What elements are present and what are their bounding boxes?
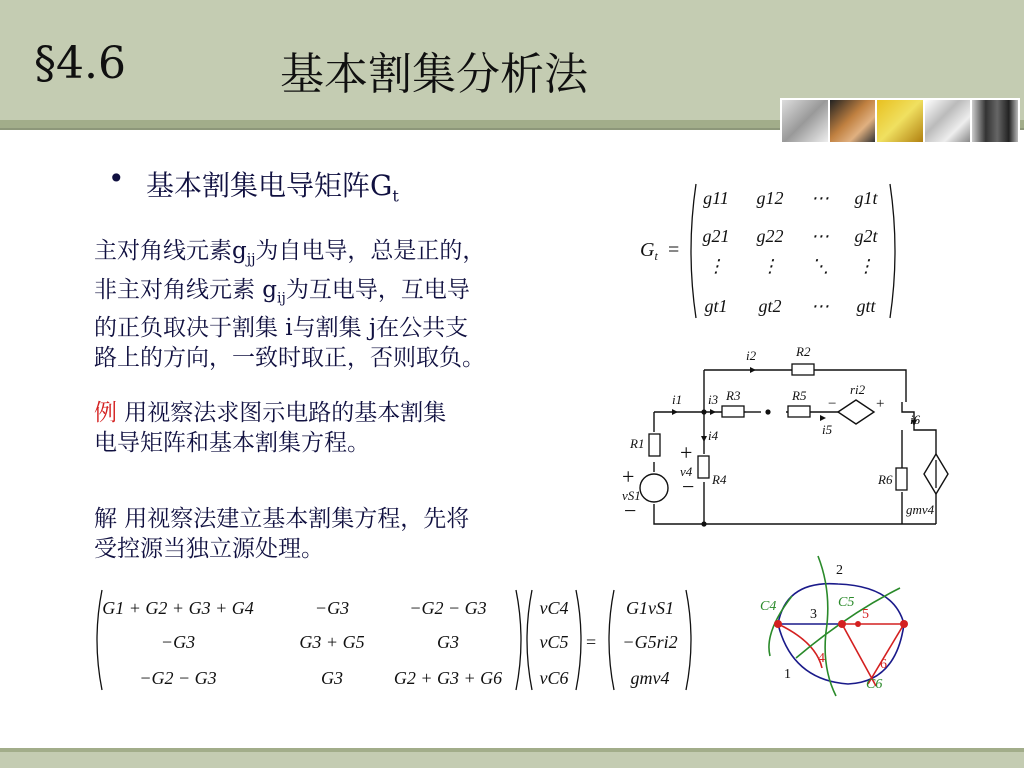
text-span: 为自电导，总是正的， bbox=[255, 238, 486, 264]
clock-photo bbox=[782, 100, 828, 142]
solution-line-2: 受控源当独立源处理。 bbox=[94, 536, 324, 562]
node bbox=[855, 621, 861, 627]
gt-matrix-cell: ⋯ bbox=[811, 296, 829, 316]
label-i6: i6 bbox=[910, 412, 921, 427]
explanation-line-2 bbox=[94, 275, 594, 314]
example-paragraph bbox=[94, 398, 594, 458]
text-span: 主对角线元素g bbox=[94, 238, 247, 264]
subscript: jj bbox=[246, 251, 256, 268]
document-photo bbox=[925, 100, 971, 142]
label-v4-minus: − bbox=[682, 474, 695, 499]
gt-matrix-cell: gtt bbox=[856, 296, 876, 316]
unknown-cell: vC6 bbox=[539, 668, 569, 688]
label-r2: R2 bbox=[796, 344, 811, 359]
resistor-r6 bbox=[896, 468, 907, 490]
label-r4: R4 bbox=[712, 472, 727, 487]
rhs-cell: gmv4 bbox=[630, 668, 670, 688]
vector-left-paren bbox=[527, 590, 532, 690]
coefficient-cell: G3 bbox=[321, 668, 343, 688]
label-v4-plus: + bbox=[680, 440, 693, 465]
matrix-right-paren bbox=[516, 590, 521, 690]
label-edge-1: 1 bbox=[784, 667, 791, 682]
bullet-heading-text: 基本割集电导矩阵G bbox=[146, 169, 393, 202]
gt-matrix-cell: ⋮ bbox=[857, 256, 875, 276]
subscript: ij bbox=[277, 290, 286, 307]
resistor-r5 bbox=[788, 406, 810, 417]
coefficient-cell: G3 + G5 bbox=[299, 632, 365, 652]
label-edge-5: 5 bbox=[862, 607, 869, 622]
coefficient-cell: G1 + G2 + G3 + G4 bbox=[102, 598, 254, 618]
node bbox=[838, 620, 846, 628]
resistor-r1 bbox=[649, 434, 660, 456]
label-i4: i4 bbox=[708, 428, 719, 443]
section-number: §4.6 bbox=[34, 38, 126, 89]
circuit-diagram bbox=[616, 342, 966, 532]
label-plus: + bbox=[876, 396, 885, 412]
solution-line-1 bbox=[94, 504, 594, 534]
coefficient-cell: −G3 bbox=[314, 598, 350, 618]
label-vs1-plus: + bbox=[622, 464, 635, 489]
voltage-source-vs1 bbox=[640, 474, 668, 502]
gt-matrix-cell: g12 bbox=[756, 188, 784, 208]
label-v4: v4 bbox=[680, 464, 693, 479]
explanation-line-3: 的正负取决于割集 i与割集 j在公共支 bbox=[94, 315, 469, 342]
text-span: 用视察法求图示电路的基本割集 bbox=[117, 400, 447, 426]
label-c4: C4 bbox=[760, 599, 777, 614]
label-edge-6: 6 bbox=[880, 657, 887, 672]
gt-symbol: $G_t$ bbox=[640, 239, 658, 263]
node bbox=[900, 620, 908, 628]
label-edge-4: 4 bbox=[818, 651, 825, 666]
coefficient-cell: G2 + G3 + G6 bbox=[393, 668, 503, 688]
portrait-photo bbox=[830, 100, 876, 142]
footer-band bbox=[0, 752, 1024, 768]
bullet-heading-subscript: t bbox=[392, 186, 399, 206]
resistor-r2 bbox=[792, 364, 814, 375]
decorative-photo-strip bbox=[780, 98, 1020, 144]
edge-6b bbox=[868, 624, 904, 684]
unknown-cell: vC4 bbox=[539, 598, 569, 618]
explanation-line-1 bbox=[94, 236, 594, 275]
label-vs1: vS1 bbox=[622, 488, 641, 503]
gt-matrix-formula bbox=[630, 176, 900, 326]
graph-diagram bbox=[756, 552, 926, 702]
gt-matrix-cell: ⋮ bbox=[707, 256, 725, 276]
cutset-equation bbox=[92, 584, 702, 696]
unknown-cell: vC5 bbox=[539, 632, 569, 652]
gt-matrix-cell: g2t bbox=[854, 226, 878, 246]
example-line-1 bbox=[94, 398, 594, 428]
text-span: 为互电导，互电导 bbox=[285, 276, 470, 303]
gt-matrix-cell: gt2 bbox=[758, 296, 782, 316]
junction-dot bbox=[701, 521, 706, 526]
slide-title: 基本割集分析法 bbox=[280, 49, 588, 100]
vector-right-paren bbox=[576, 590, 581, 690]
solution-label: 解 bbox=[94, 506, 117, 532]
coefficient-cell: G3 bbox=[437, 632, 459, 652]
label-i2: i2 bbox=[746, 348, 757, 363]
gt-matrix-cell: g1t bbox=[854, 188, 878, 208]
example-line-2: 电导矩阵和基本割集方程。 bbox=[94, 430, 370, 456]
label-minus: − bbox=[828, 396, 837, 412]
label-r1: R1 bbox=[630, 436, 645, 451]
gt-matrix-cell: gt1 bbox=[704, 296, 728, 316]
explanation-paragraph bbox=[94, 236, 594, 373]
edge-4 bbox=[778, 624, 822, 668]
matrix-left-paren bbox=[97, 590, 102, 690]
gt-matrix-cell: ⋱ bbox=[811, 256, 829, 276]
resistor-r3 bbox=[722, 406, 744, 417]
node bbox=[774, 620, 782, 628]
cutset-c5 bbox=[818, 556, 836, 696]
rhs-cell: −G5ri2 bbox=[622, 632, 678, 652]
gt-matrix-cell: ⋯ bbox=[811, 188, 829, 208]
label-c5: C5 bbox=[838, 595, 855, 610]
bullet-heading bbox=[146, 164, 399, 206]
gt-matrix-cell: g22 bbox=[756, 226, 784, 246]
label-ri2: ri2 bbox=[850, 382, 866, 397]
coefficient-cell: −G2 − G3 bbox=[139, 668, 217, 688]
label-edge-3: 3 bbox=[810, 607, 817, 622]
label-gmv4: gmv4 bbox=[906, 502, 935, 517]
right-paren bbox=[890, 184, 895, 318]
label-vs1-minus: − bbox=[624, 498, 637, 523]
bullet-marker: • bbox=[108, 162, 125, 195]
label-edge-2: 2 bbox=[836, 563, 843, 578]
equation-equals: = bbox=[586, 632, 597, 652]
rhs-cell: G1vS1 bbox=[626, 598, 674, 618]
label-c6: C6 bbox=[866, 677, 883, 692]
gt-matrix-cell: g11 bbox=[703, 188, 729, 208]
gt-matrix-cell: g21 bbox=[702, 226, 730, 246]
explanation-line-4: 路上的方向，一致时取正，否则取负。 bbox=[94, 345, 485, 372]
gt-matrix-cell: ⋯ bbox=[811, 226, 829, 246]
rhs-right-paren bbox=[686, 590, 691, 690]
solution-paragraph bbox=[94, 504, 594, 564]
rhs-left-paren bbox=[609, 590, 614, 690]
junction-dot bbox=[765, 409, 770, 414]
coefficient-cell: −G2 − G3 bbox=[409, 598, 487, 618]
gt-matrix-cell: ⋮ bbox=[761, 256, 779, 276]
resistor-r4 bbox=[698, 456, 709, 478]
clock-yellow-photo bbox=[877, 100, 923, 142]
label-r3: R3 bbox=[726, 388, 741, 403]
dependent-voltage-source bbox=[838, 400, 874, 424]
left-paren bbox=[691, 184, 696, 318]
label-i3: i3 bbox=[708, 392, 719, 407]
text-span: 用视察法建立基本割集方程，先将 bbox=[117, 506, 470, 532]
junction-dot bbox=[701, 409, 706, 414]
coefficient-cell: −G3 bbox=[160, 632, 196, 652]
label-r6: R6 bbox=[878, 472, 893, 487]
people-photo bbox=[972, 100, 1018, 142]
label-r5: R5 bbox=[792, 388, 807, 403]
label-i5: i5 bbox=[822, 422, 833, 437]
gt-equals: = bbox=[668, 239, 680, 261]
text-span: 非主对角线元素 g bbox=[94, 276, 278, 303]
example-label: 例 bbox=[94, 400, 117, 426]
label-i1: i1 bbox=[672, 392, 683, 407]
